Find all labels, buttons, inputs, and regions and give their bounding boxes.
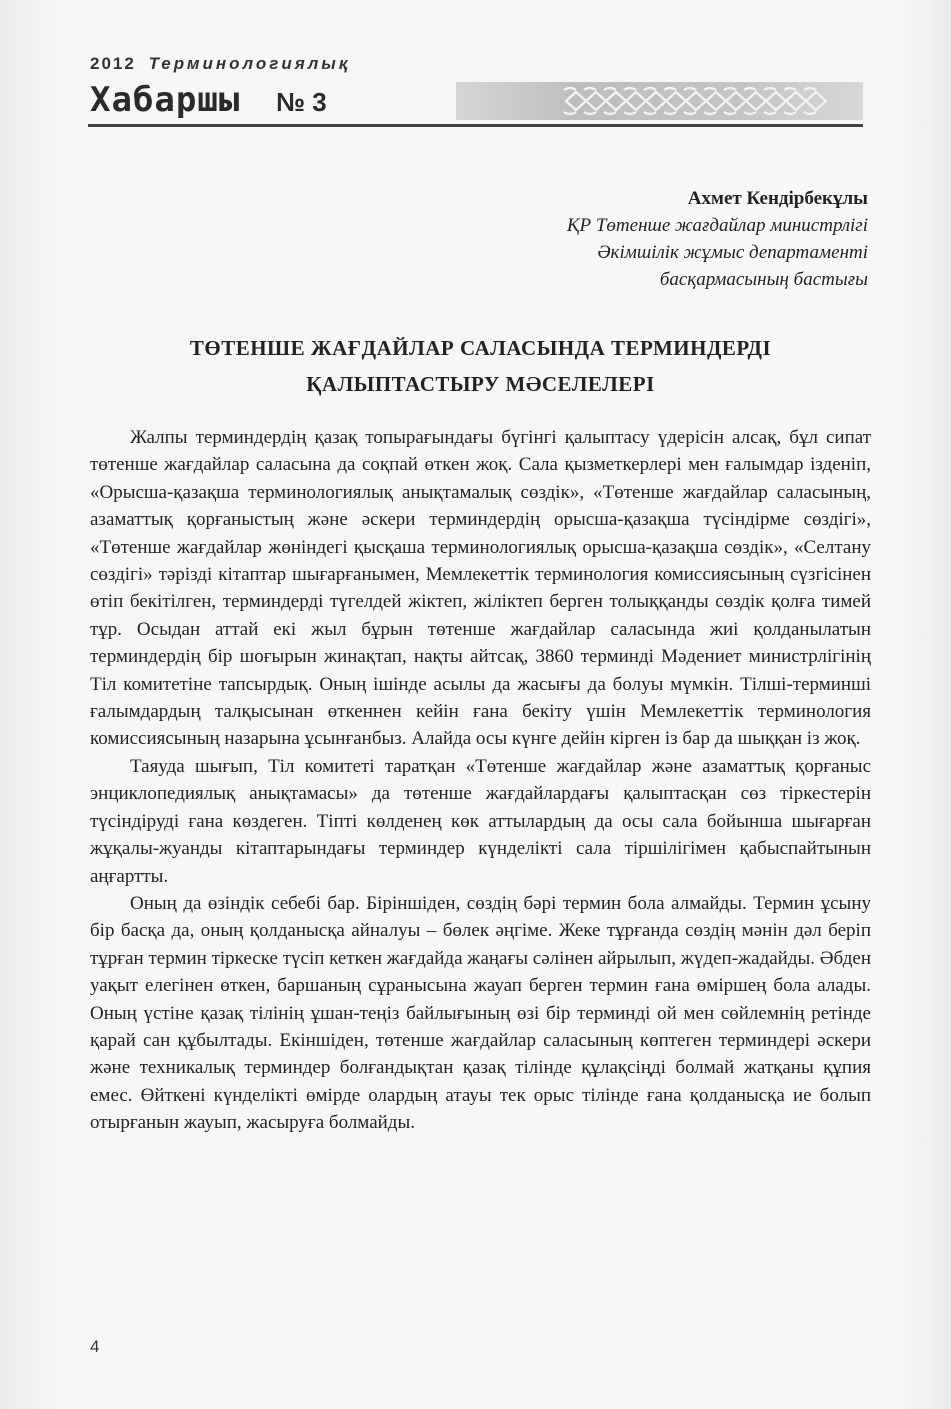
ornament-band (456, 82, 863, 120)
journal-header-line (90, 54, 350, 74)
body-paragraph: Жалпы терминдердің қазақ топырағындағы бүгінгі қалыптасу үдерісін алсақ, бұл сипат төтенше жағдайлар саласына да соқпай өткен жоқ. Сала қызметкерлері мен ғалымдар ізденіп, «Орысша-қазақша терминологиялық анықтамалық сөздік», «Төтенше жағдайлар саласының, азаматтық қорғаныстың және әскери терминдердің орысша-қазақша түсіндірме сөздігі», «Төтенше жағдайлар жөніндегі қысқаша терминологиялық орысша-қазақша сөздік», «Селтану сөздігі» тәрізді кітаптар шығарғанымен, Мемлекеттік терминология комиссиясының сүзгісінен өтіп бекітілген, терминдерді түгелдей жіктеп, жіліктеп берген толыққанды сөздік қолға тимей тұр. Осыдан аттай екі жыл бұрын төтенше жағдайлар саласында жиі қолданылатын терминдердің бір шоғырын жинақтап, нақты айтсақ, 3860 терминді Мәдениет министрлігінің Тіл комитетіне тапсырдық. Оның ішінде асылы да жасығы да болуы мүмкін. Тілші-терминші ғалымдардың талқысынан өткеннен кейін ғана бекіту үшін Мемлекеттік терминология комиссиясының назарына ұсынғанбыз. Алайда осы күнге дейін кірген із бар да шыққан із жоқ. (90, 427, 871, 750)
article-title-line: ТӨТЕНШЕ ЖАҒДАЙЛАР САЛАСЫНДА ТЕРМИНДЕРДІ (189, 336, 772, 360)
journal-title: Хабаршы (90, 80, 241, 120)
journal-year: 2012 (90, 54, 136, 73)
author-position-line: Әкімшілік жұмыс департаменті (597, 242, 868, 263)
article-body (90, 424, 871, 1137)
author-position-line: басқармасының бастығы (659, 269, 868, 290)
body-paragraph: Оның да өзіндік себебі бар. Біріншіден, сөздің бәрі термин бола алмайды. Термин ұсыну бір басқа да, оның қолданысқа айналуы – бөлек әңгіме. Жеке тұрғанда сөздің мәнін дәл беріп тұрған термин тіркеске түсіп кеткен жағдайда жаңағы сәлінен айрылып, жүдеп-жадайды. Әбден уақыт елегінен өткен, баршаның сұранысына жауап берген термин ғана өміршең бола алады. Оның үстіне қазақ тілінің ұшан-теңіз байлығының өзі бір терминді ой мен сөйлемнің ретінде қарай сан құбылтады. Екіншіден, төтенше жағдайлар саласының көптеген терминдері әскери және техникалық терминдер болғандықтан қазақ тілінде құлақсіңді болмай жатқаны құпия емес. Өйткені күнделікті өмірде олардың атауы тек орыс тілінде ғана қолданысқа ие болып отырғанын жауып, жасыруға болмайды. (90, 892, 871, 1134)
page-number: 4 (90, 1337, 100, 1356)
author-name: Ахмет Кендірбекұлы (687, 188, 868, 209)
article-title (90, 330, 871, 402)
ornament-pattern-icon (456, 82, 863, 120)
body-paragraph: Таяуда шығып, Тіл комитеті таратқан «Төтенше жағдайлар және азаматтық қорғаныс энциклопедиялық анықтамасы» да төтенше жағдайлардағы қалыптасқан сөз тіркестерін түсіндіруді ғана көздеген. Тіпті көлденең көк аттылардың да осы сала бойынша шығарған жұқалы-жуанды кітаптарындағы терминдер күнделікті сала тіршілігімен қабыспайтынын аңғартты. (90, 755, 871, 887)
journal-word: Терминологиялық (148, 54, 351, 73)
author-position-line: ҚР Төтенше жағдайлар министрлігі (566, 215, 868, 236)
author-block (567, 185, 868, 293)
journal-header-bar (88, 78, 863, 127)
journal-issue: № 3 (276, 87, 327, 117)
article-title-line: ҚАЛЫПТАСТЫРУ МӘСЕЛЕЛЕРІ (306, 372, 655, 396)
